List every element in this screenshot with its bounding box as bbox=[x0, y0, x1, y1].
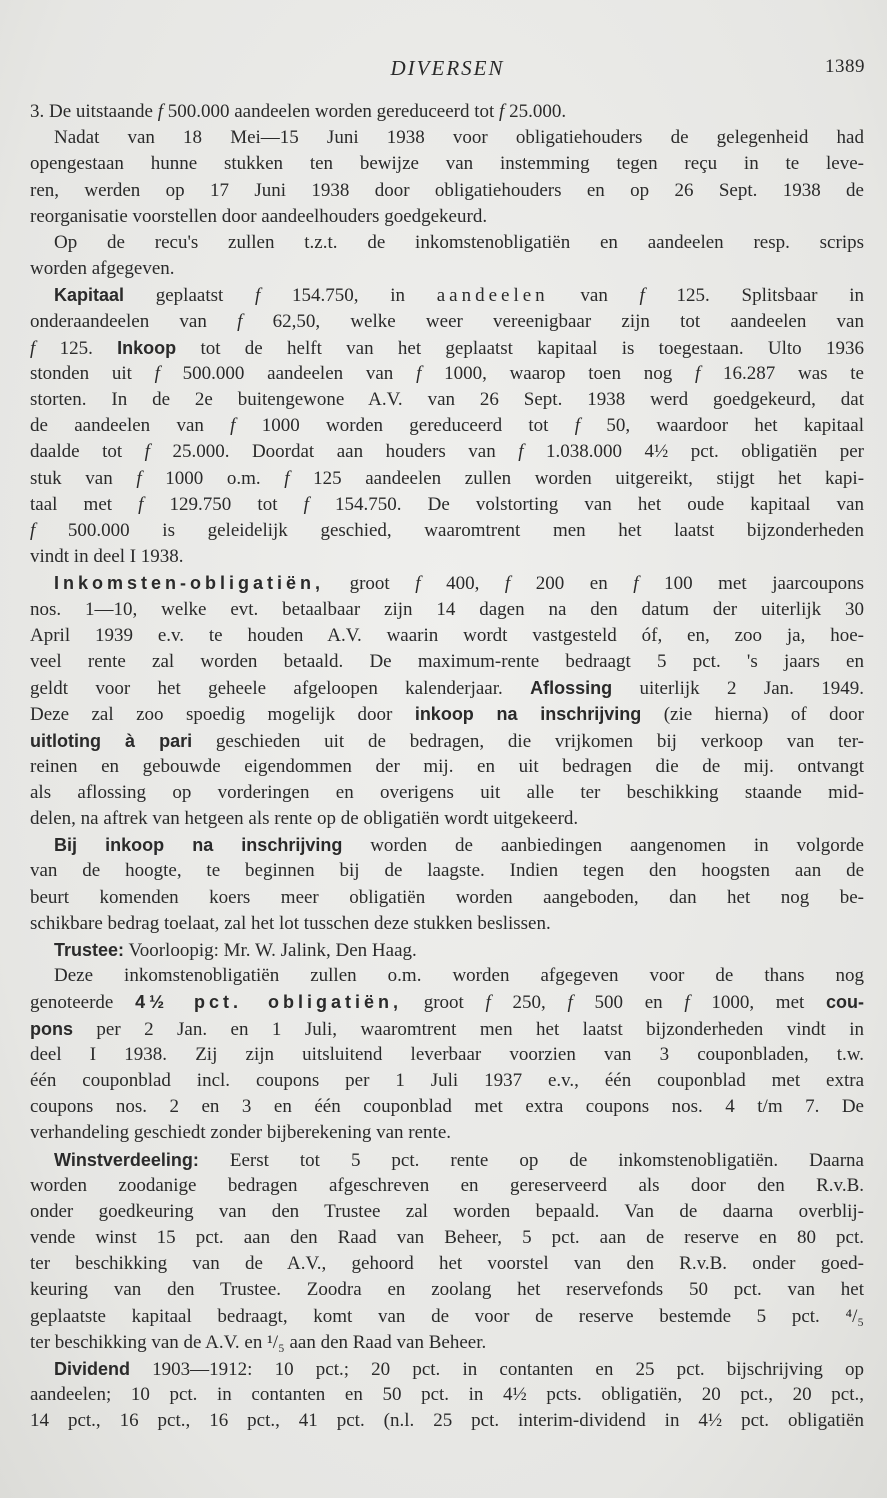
text-line bbox=[30, 1016, 864, 1042]
text-run: 1000, waarop toen nog bbox=[421, 362, 695, 384]
text-run: April 1939 e.v. te houden A.V. waarin wordt vastgesteld óf, en, zoo ja, hoe- bbox=[30, 624, 864, 646]
text-line bbox=[30, 1225, 864, 1251]
text-line bbox=[30, 282, 864, 308]
florin-sign: f bbox=[30, 337, 36, 359]
bold-term: cou- bbox=[826, 992, 865, 1013]
bold-term: Inkomsten-obligatiën, bbox=[54, 573, 325, 594]
text-run: 1000 o.m. bbox=[141, 467, 285, 489]
text-run: deel I 1938. Zij zijn uitsluitend leverbaar voorzien van 3 couponbladen, t.w. bbox=[30, 1043, 864, 1065]
florin-sign: f bbox=[518, 441, 524, 463]
text-run: beurt komenden koers meer obligatiën worden aangeboden, dan het nog be- bbox=[30, 886, 864, 908]
text-run: de aandeelen van bbox=[30, 415, 231, 437]
florin-sign: f bbox=[639, 285, 645, 307]
bold-term: Bij inkoop na inschrijving bbox=[54, 835, 343, 856]
running-header bbox=[30, 56, 865, 88]
text-run: per 2 Jan. en 1 Juli, waaromtrent men het laatst bijzonderheden vindt in bbox=[73, 1018, 864, 1040]
text-line bbox=[30, 178, 864, 204]
text-run: (zie hierna) of door bbox=[641, 704, 864, 726]
florin-sign: f bbox=[574, 415, 581, 437]
text-run: schikbare bedrag toelaat, zal het lot tusschen deze stukken beslissen. bbox=[30, 912, 551, 934]
text-line bbox=[30, 937, 864, 963]
text-run: 154.750. De volstorting van het oude kapitaal van bbox=[308, 493, 864, 515]
text-line bbox=[30, 649, 864, 675]
text-run: genoteerde bbox=[30, 992, 136, 1014]
text-run: geldt voor het geheele afgeloopen kalenderjaar. bbox=[30, 678, 531, 700]
florin-sign: f bbox=[633, 573, 639, 595]
florin-sign: f bbox=[284, 467, 290, 489]
text-run: daalde tot bbox=[30, 441, 145, 463]
text-line bbox=[30, 728, 864, 754]
text-line bbox=[30, 1173, 864, 1199]
text-run: ter beschikking van de A.V., gehoord het voorstel van den R.v.B. onder goed- bbox=[30, 1253, 864, 1275]
text-line bbox=[30, 1120, 864, 1146]
text-line bbox=[30, 780, 864, 806]
text-line bbox=[30, 1356, 864, 1382]
text-line bbox=[30, 570, 864, 596]
florin-sign: f bbox=[30, 520, 36, 541]
text-line bbox=[30, 387, 864, 413]
florin-sign: f bbox=[138, 493, 144, 515]
text-run: 50, waardoor het kapitaal bbox=[580, 415, 865, 437]
text-line bbox=[30, 1147, 864, 1173]
text-run: 1903—1912: 10 pct.; 20 pct. in contanten en 25 pct. bijschrijving op bbox=[130, 1359, 864, 1380]
text-run: 125. bbox=[35, 337, 118, 359]
text-run: tot de helft van het geplaatst kapitaal is toegestaan. Ulto 1936 bbox=[176, 337, 864, 359]
text-run: 125. Splitsbaar in bbox=[644, 285, 864, 307]
text-line bbox=[30, 832, 864, 858]
text-run: 1000, met bbox=[689, 992, 827, 1014]
text-run: van de hoogte, te beginnen bij de laagste. Indien tegen den hoogsten aan de bbox=[30, 860, 864, 882]
bold-term: Trustee: bbox=[54, 940, 125, 960]
text-run: 62,50, welke weer vereenigbaar zijn tot aandeelen van bbox=[242, 310, 864, 332]
text-run: 125 aandeelen zullen worden uitgereikt, stijgt het kapi- bbox=[289, 467, 865, 489]
text-line bbox=[30, 806, 864, 832]
text-run: verhandeling geschiedt zonder bijberekening van rente. bbox=[30, 1122, 451, 1144]
text-line bbox=[30, 99, 864, 125]
text-line bbox=[30, 1094, 864, 1120]
florin-sign: f bbox=[499, 101, 505, 122]
bold-term: Aflossing bbox=[530, 678, 613, 699]
florin-sign: f bbox=[303, 493, 309, 515]
bold-term: pons bbox=[30, 1018, 73, 1039]
text-run: worden de aanbiedingen aangenomen in volgorde bbox=[342, 835, 864, 857]
text-run: 500.000 aandeelen worden gereduceerd tot bbox=[162, 101, 500, 122]
text-run: 16.287 was te bbox=[700, 362, 864, 384]
text-run: storten. In de 2e buitengewone A.V. van 26 Sept. 1938 werd goedgekeurd, dat bbox=[30, 389, 864, 411]
text-run: delen, na aftrek van hetgeen als rente op de obligatiën wordt uitgekeerd. bbox=[30, 808, 579, 830]
text-line bbox=[30, 701, 864, 727]
text-line bbox=[30, 230, 864, 256]
text-line bbox=[30, 989, 864, 1015]
text-run: 400, bbox=[420, 573, 505, 595]
text-run: stonden uit bbox=[30, 362, 155, 384]
text-line bbox=[30, 1251, 864, 1277]
text-run: onderaandeelen van bbox=[30, 310, 238, 332]
florin-sign: f bbox=[154, 362, 160, 384]
text-line bbox=[30, 492, 864, 518]
text-run: geschieden uit de bedragen, die vrijkomen bij verkoop van ter- bbox=[192, 730, 864, 752]
text-line bbox=[30, 597, 864, 623]
text-line bbox=[30, 256, 864, 282]
florin-sign: f bbox=[567, 992, 573, 1014]
text-line bbox=[30, 1199, 864, 1225]
text-run: 100 met jaarcoupons bbox=[638, 573, 865, 595]
florin-sign: f bbox=[694, 362, 701, 384]
text-line bbox=[30, 858, 864, 884]
text-run: Deze inkomstenobligatiën zullen o.m. worden afgegeven voor de thans nog bbox=[54, 965, 864, 987]
florin-sign: f bbox=[485, 992, 491, 1014]
florin-sign: f bbox=[416, 362, 422, 384]
text-run: 500.000 is geleidelijk geschied, waaromtrent men het laatst bijzonderheden bbox=[35, 520, 864, 541]
text-line bbox=[30, 1277, 864, 1303]
text-run: Nadat van 18 Mei—15 Juni 1938 voor obligatiehouders de gelegenheid had bbox=[54, 127, 864, 149]
text-run: stuk van bbox=[30, 467, 137, 489]
text-line bbox=[30, 675, 864, 701]
text-line bbox=[30, 885, 864, 911]
bold-term: Dividend bbox=[54, 1359, 131, 1379]
bold-term: Inkoop bbox=[117, 337, 177, 358]
text-line bbox=[30, 204, 864, 230]
florin-sign: f bbox=[684, 992, 690, 1014]
text-line bbox=[30, 361, 864, 387]
bold-term: 4½ pct. obligatiën, bbox=[135, 992, 403, 1013]
text-run: één couponblad incl. coupons per 1 Juli 1937 e.v., één couponblad met extra bbox=[30, 1069, 864, 1091]
bold-term: Winstverdeeling: bbox=[54, 1149, 199, 1170]
text-line bbox=[30, 413, 864, 439]
text-run: worden zoodanige bedragen afgeschreven en gereserveerd als door den R.v.B. bbox=[30, 1174, 864, 1196]
bold-term: uitloting à pari bbox=[30, 730, 193, 751]
text-run: aandeelen bbox=[436, 285, 549, 307]
text-run: 1000 worden gereduceerd tot bbox=[235, 415, 575, 437]
text-line bbox=[30, 309, 864, 335]
text-run: groot bbox=[324, 573, 416, 595]
text-line bbox=[30, 335, 864, 361]
text-run: 154.750, in bbox=[260, 285, 437, 307]
florin-sign: f bbox=[157, 101, 163, 122]
text-run: 500.000 aandeelen van bbox=[159, 362, 417, 384]
text-run: Deze zal zoo spoedig mogelijk door bbox=[30, 704, 415, 726]
body-text bbox=[30, 99, 864, 1435]
florin-sign: f bbox=[136, 467, 142, 489]
text-line bbox=[30, 518, 864, 544]
text-line bbox=[30, 911, 864, 937]
text-run: 25.000. bbox=[504, 101, 567, 122]
page-number: 1389 bbox=[825, 56, 865, 77]
text-line bbox=[30, 963, 864, 989]
text-run: 200 en bbox=[510, 573, 634, 595]
text-line bbox=[30, 151, 864, 177]
text-run: geplaatst bbox=[124, 285, 255, 307]
text-line bbox=[30, 466, 864, 492]
florin-sign: f bbox=[255, 285, 261, 307]
text-run: vende winst 15 pct. aan den Raad van Beheer, 5 pct. aan de reserve en 80 pct. bbox=[30, 1227, 864, 1249]
text-run: onder goedkeuring van den Trustee zal worden bepaald. Van de daarna overblij- bbox=[30, 1200, 864, 1222]
text-run: groot bbox=[402, 992, 486, 1014]
text-run: keuring van den Trustee. Zoodra en zoolang het reservefonds 50 pct. van het bbox=[30, 1279, 864, 1301]
text-run: van bbox=[548, 285, 640, 307]
text-run: 3. De uitstaande bbox=[30, 101, 158, 122]
text-run: geplaatste kapitaal bedraagt, komt van de voor de reserve bestemde 5 pct. ⁴/₅ bbox=[30, 1305, 864, 1327]
text-run: 1.038.000 4½ pct. obligatiën per bbox=[523, 441, 864, 463]
text-run: Op de recu's zullen t.z.t. de inkomstenobligatiën en aandeelen resp. scrips bbox=[54, 231, 864, 253]
florin-sign: f bbox=[230, 415, 236, 437]
florin-sign: f bbox=[144, 441, 150, 463]
text-run: reinen en gebouwde eigendommen der mij. en uit bedragen die de mij. ontvangt bbox=[30, 755, 864, 777]
text-run: nos. 1—10, welke evt. betaalbaar zijn 14 dagen na den datum der uiterlijk 30 bbox=[30, 598, 864, 620]
text-run: 500 en bbox=[572, 992, 685, 1014]
text-line bbox=[30, 439, 864, 465]
text-run: ren, werden op 17 Juni 1938 door obligatiehouders en op 26 Sept. 1938 de bbox=[30, 179, 864, 201]
text-run: ter beschikking van de A.V. en ¹/₅ aan den Raad van Beheer. bbox=[30, 1331, 487, 1353]
text-run: taal met bbox=[30, 493, 139, 515]
text-line bbox=[30, 1408, 864, 1434]
text-line bbox=[30, 1068, 864, 1094]
text-run: 250, bbox=[490, 992, 568, 1014]
florin-sign: f bbox=[415, 573, 421, 595]
text-line bbox=[30, 1304, 864, 1330]
section-title: DIVERSEN bbox=[390, 56, 505, 80]
text-run: veel rente zal worden betaald. De maximum-rente bedraagt 5 pct. 's jaars en bbox=[30, 650, 864, 672]
text-run: coupons nos. 2 en 3 en één couponblad met extra coupons nos. 4 t/m 7. De bbox=[30, 1096, 864, 1118]
text-run: worden afgegeven. bbox=[30, 258, 175, 280]
text-run: 14 pct., 16 pct., 16 pct., 41 pct. (n.l. 25 pct. interim-dividend in 4½ pct. obligatiën bbox=[30, 1410, 864, 1432]
text-line bbox=[30, 125, 864, 151]
text-run: 129.750 tot bbox=[143, 493, 304, 515]
text-run: aandeelen; 10 pct. in contanten en 50 pct. in 4½ pcts. obligatiën, 20 pct., 20 pct., bbox=[30, 1384, 864, 1406]
text-run: als aflossing op vorderingen en overigens uit alle ter beschikking staande mid- bbox=[30, 781, 864, 803]
text-run: opengestaan hunne stukken ten bewijze van instemming tegen reçu in te leve- bbox=[30, 153, 864, 175]
florin-sign: f bbox=[237, 310, 243, 332]
text-line bbox=[30, 544, 864, 570]
text-line bbox=[30, 623, 864, 649]
text-run: vindt in deel I 1938. bbox=[30, 546, 184, 568]
text-run: Eerst tot 5 pct. rente op de inkomstenobligatiën. Daarna bbox=[198, 1149, 864, 1171]
bold-term: Kapitaal bbox=[54, 285, 125, 306]
florin-sign: f bbox=[504, 573, 511, 595]
text-line bbox=[30, 1382, 864, 1408]
text-line bbox=[30, 754, 864, 780]
bold-term: inkoop na inschrijving bbox=[414, 704, 642, 725]
text-run: 25.000. Doordat aan houders van bbox=[149, 441, 519, 463]
text-run: reorganisatie voorstellen door aandeelhouders goedgekeurd. bbox=[30, 205, 488, 227]
text-run: Voorloopig: Mr. W. Jalink, Den Haag. bbox=[124, 940, 417, 961]
text-line bbox=[30, 1330, 864, 1356]
text-line bbox=[30, 1042, 864, 1068]
text-run: uiterlijk 2 Jan. 1949. bbox=[612, 678, 864, 700]
